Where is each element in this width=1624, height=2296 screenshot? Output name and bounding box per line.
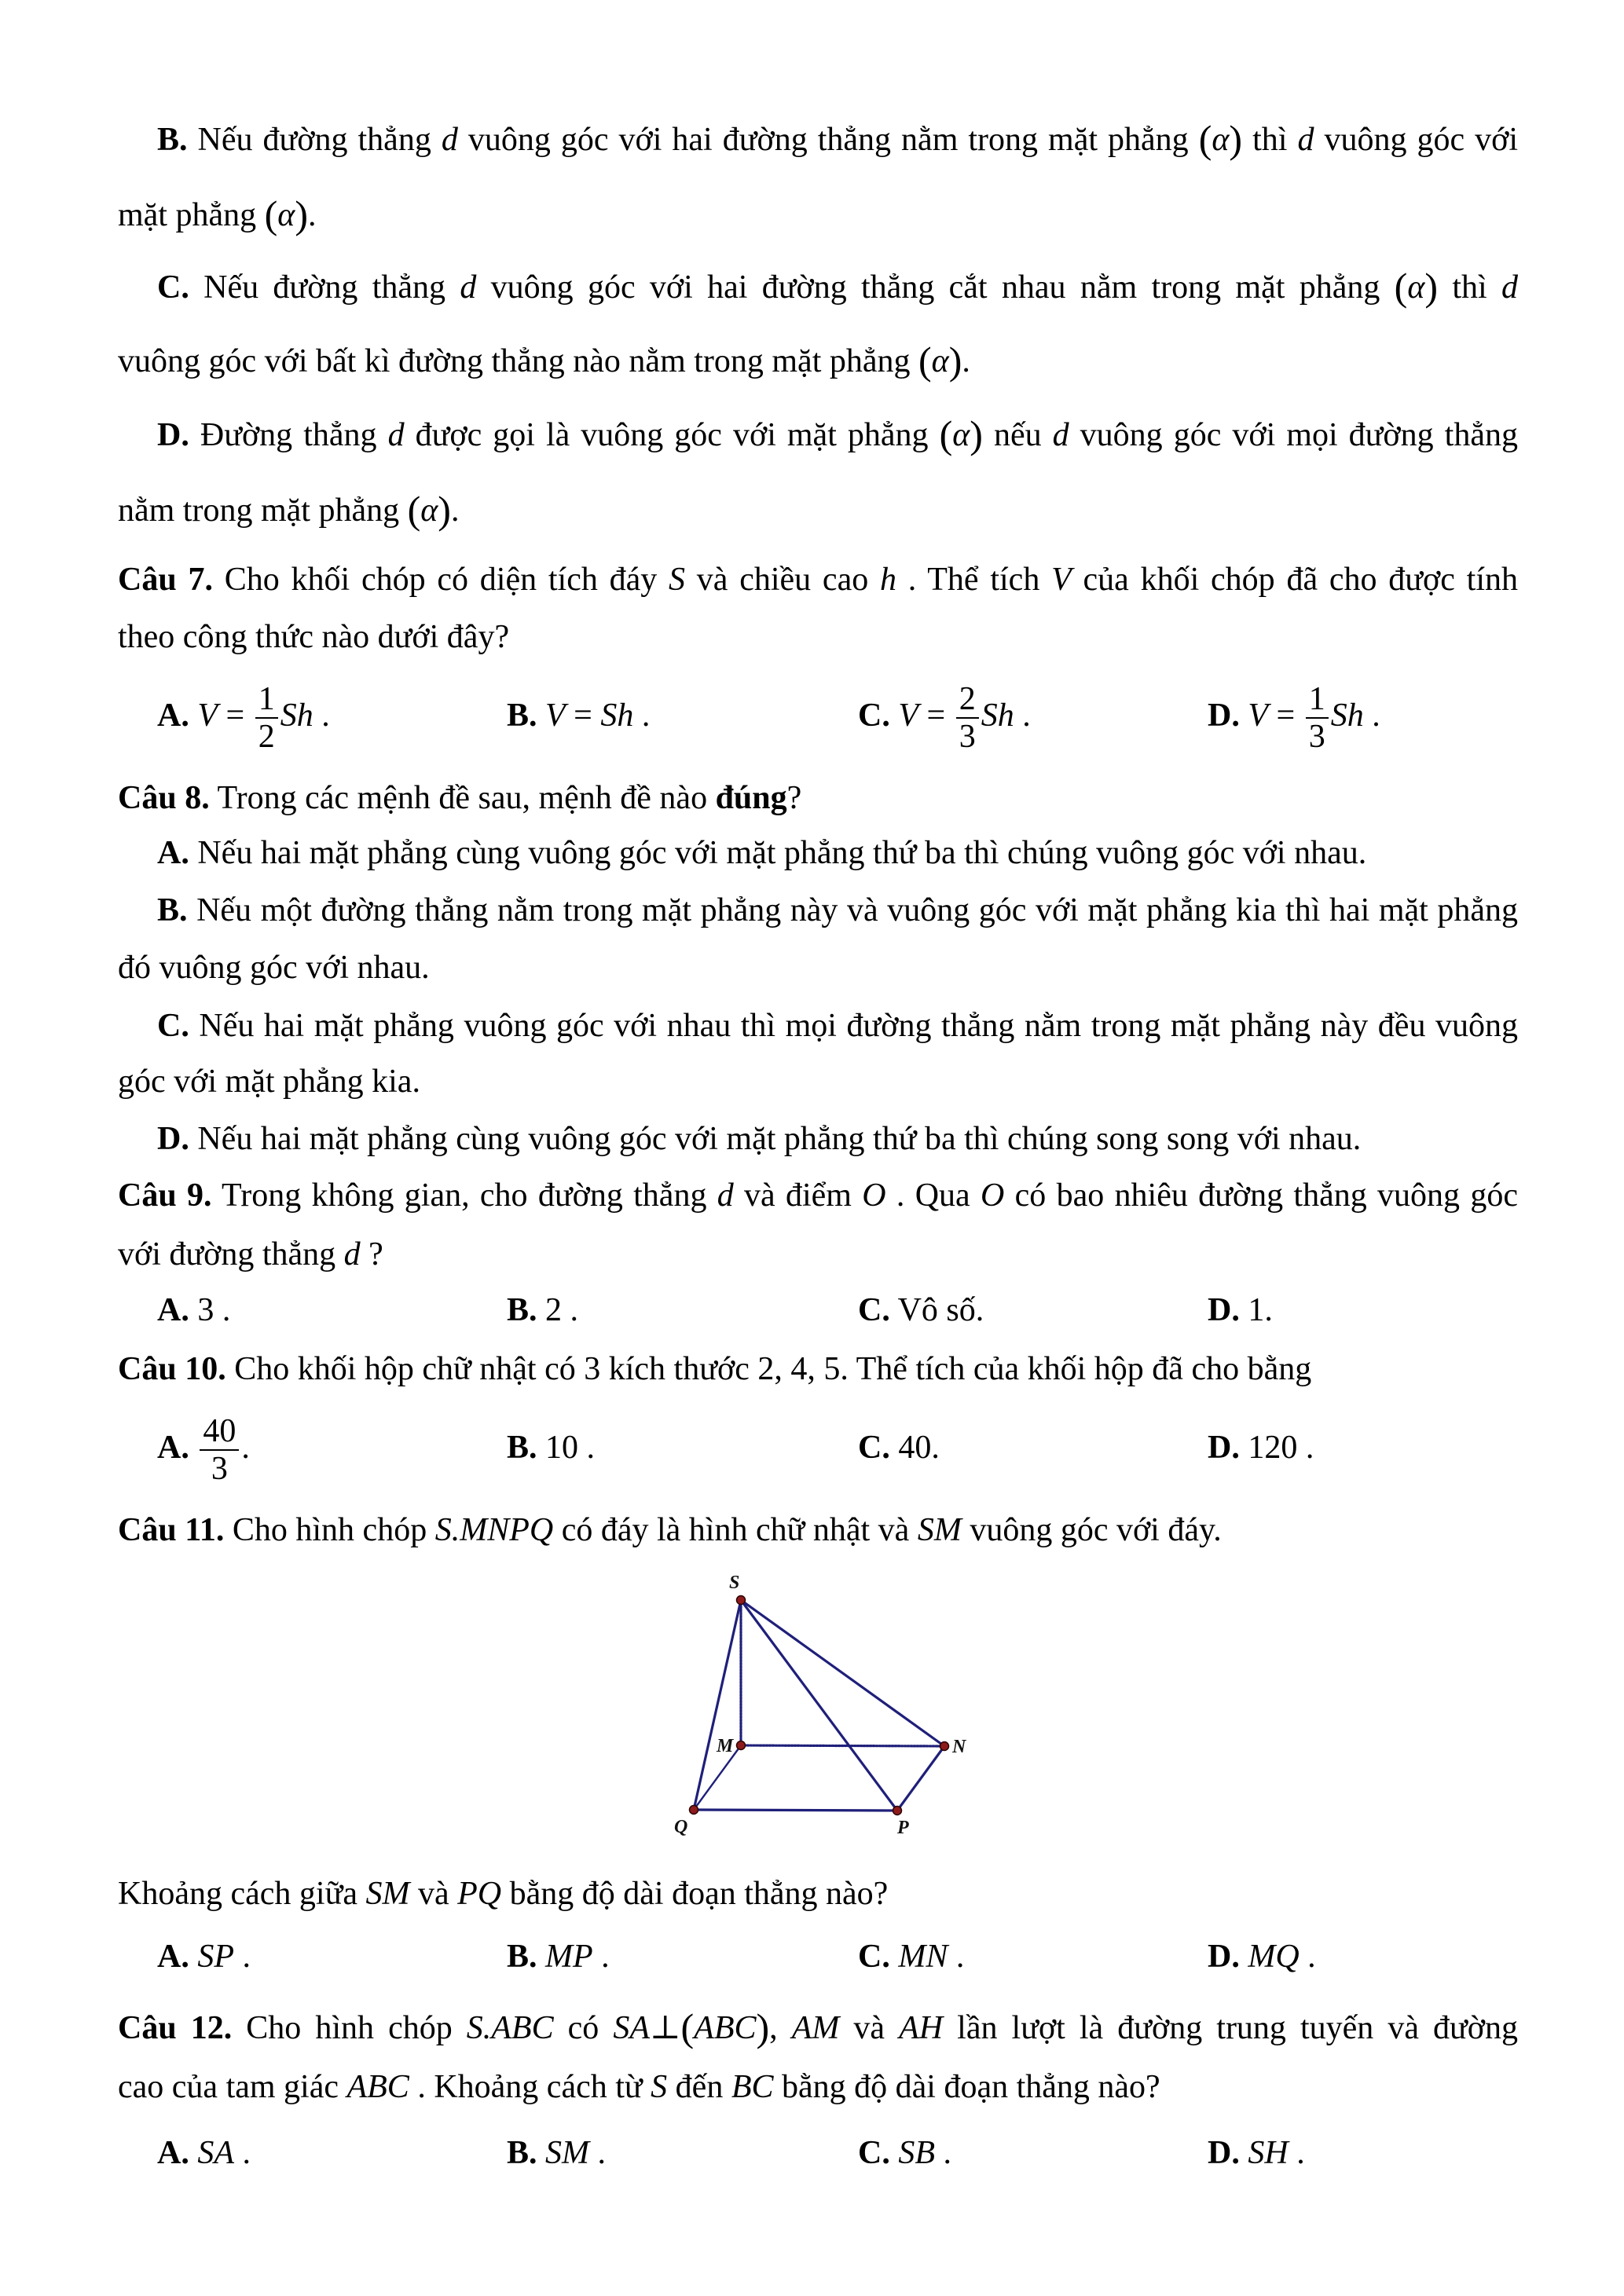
q6-option-d-line2 (118, 487, 459, 534)
math-variable: ABC (346, 2069, 409, 2105)
option-label: C. (858, 698, 890, 734)
edge-qp (694, 1810, 897, 1811)
fraction (956, 681, 979, 756)
math-parenthesized (264, 192, 308, 236)
math-variable: PQ (457, 1876, 502, 1912)
q9-options (0, 1287, 1624, 1334)
q9-stem-line2 (118, 1231, 383, 1278)
option-label: A. (157, 2135, 189, 2171)
math-parenthesized (918, 339, 962, 383)
text-run: và (409, 1876, 458, 1912)
option-label: D. (1208, 1939, 1240, 1975)
text-run: . (633, 698, 651, 734)
q8-option-c-line2 (118, 1058, 420, 1105)
text-run: Cho hình chóp (224, 1512, 435, 1548)
option-b (507, 1424, 595, 1471)
text-run: ? (786, 780, 802, 816)
option-c (858, 1287, 984, 1334)
label-m: M (717, 1736, 734, 1756)
text-run: bằng độ dài đoạn thẳng nào? (773, 2069, 1160, 2105)
bold-text: B. (157, 892, 188, 928)
fraction-denominator: 3 (1308, 719, 1325, 756)
q8-stem (118, 774, 801, 822)
q11-options (0, 1933, 1624, 1980)
math-variable: V (545, 698, 566, 734)
q8-option-c-line1 (157, 1002, 1518, 1049)
option-label: C. (858, 2135, 890, 2171)
math-variable: V (197, 698, 218, 734)
math-variable: MP (545, 1939, 593, 1975)
math-variable: SM (917, 1512, 962, 1548)
text-run: vuông góc với hai đường thẳng nằm trong mặt phẳng (457, 122, 1199, 158)
bold-text: đúng (715, 780, 787, 816)
bold-text: A. (157, 835, 189, 871)
math-parenthesized (939, 412, 983, 456)
math-variable: α (420, 493, 438, 529)
open-paren: ( (680, 2005, 695, 2049)
fraction (255, 681, 278, 756)
text-run: . Thể tích (896, 562, 1052, 598)
math-variable: SA (197, 2135, 234, 2171)
math-variable: S.MNPQ (434, 1512, 554, 1548)
bold-text: D. (157, 417, 189, 453)
math-variable: O (981, 1177, 1005, 1214)
q7-stem-line2 (118, 613, 509, 661)
math-variable: α (931, 343, 949, 379)
open-paren: ( (1198, 117, 1212, 161)
text-run: và điểm (733, 1177, 863, 1214)
text-run: đến (667, 2069, 731, 2105)
text-run: 2 . (545, 1292, 579, 1328)
q8-option-b-line1 (157, 887, 1518, 934)
option-c (858, 1424, 940, 1471)
q6-option-c-line1 (157, 264, 1518, 311)
q6-option-b-line2 (118, 192, 316, 239)
math-variable: V (1051, 562, 1072, 598)
math-variable: α (1212, 122, 1230, 158)
math-variable: SA (613, 2010, 651, 2046)
fraction-denominator: 3 (211, 1451, 228, 1488)
point-m (737, 1741, 746, 1750)
option-label: A. (157, 1292, 189, 1328)
text-run: . (307, 197, 317, 233)
option-d (1208, 1287, 1273, 1334)
text-run: . (313, 698, 330, 734)
bold-text: Câu 8. (118, 780, 210, 816)
text-run: vuông góc với mọi đường thẳng (1069, 417, 1518, 453)
math-variable: S (669, 562, 686, 598)
open-paren: ( (918, 339, 932, 383)
text-run: cao của tam giác (118, 2069, 347, 2105)
text-run: . (1363, 698, 1380, 734)
text-run: lần lượt là đường trung tuyến và đường (943, 2010, 1519, 2046)
text-run: . (589, 2135, 607, 2171)
math-variable: d (1501, 269, 1518, 306)
fraction-denominator: 2 (258, 719, 275, 756)
text-run: có đáy là hình chữ nhật và (553, 1512, 918, 1548)
text-run: . Qua (885, 1177, 981, 1214)
text-run: . (1299, 1939, 1316, 1975)
text-run: Trong các mệnh đề sau, mệnh đề nào (209, 780, 716, 816)
math-variable: ABC (694, 2010, 757, 2046)
text-run: Cho hình chóp (232, 2010, 467, 2046)
text-run: 120 . (1248, 1430, 1314, 1466)
text-run: thì (1242, 122, 1298, 158)
close-paren: ) (756, 2005, 770, 2049)
text-run: . (592, 1939, 610, 1975)
math-variable: d (441, 122, 458, 158)
math-variable: d (1297, 122, 1314, 158)
math-variable: α (1407, 269, 1425, 306)
math-variable: Sh (1330, 698, 1364, 734)
text-run: 40. (898, 1430, 940, 1466)
text-run: có bao nhiêu đường thẳng vuông góc (1004, 1177, 1518, 1214)
fraction-denominator: 3 (959, 719, 976, 756)
fraction (200, 1413, 239, 1488)
option-d (1208, 1933, 1316, 1980)
q7-stem-line1 (118, 556, 1518, 603)
option-a (157, 681, 330, 756)
math-variable: d (717, 1177, 734, 1214)
option-label: B. (507, 1292, 537, 1328)
text-run: mặt phẳng (118, 197, 265, 233)
option-c (858, 681, 1031, 756)
text-run: Đường thẳng (189, 417, 388, 453)
point-q (690, 1806, 698, 1814)
q8-option-b-line2 (118, 944, 430, 991)
text-run: ⊥ (650, 2010, 681, 2046)
bold-text: Câu 12. (118, 2010, 233, 2046)
option-label: A. (157, 1430, 189, 1466)
option-label: C. (858, 1430, 890, 1466)
text-run: Cho khối chóp có diện tích đáy (212, 562, 669, 598)
option-label: D. (1208, 698, 1240, 734)
bold-text: C. (157, 269, 189, 306)
close-paren: ) (1424, 265, 1439, 309)
option-a (157, 1413, 250, 1488)
label-p: P (897, 1818, 909, 1838)
close-paren: ) (438, 488, 451, 532)
pyramid-figure-s-mnpq (660, 1571, 1006, 1862)
option-label: C. (858, 1292, 890, 1328)
text-run: Nếu hai mặt phẳng cùng vuông góc với mặt phẳng thứ ba thì chúng song song với nhau. (189, 1121, 1362, 1157)
option-label: D. (1208, 1430, 1240, 1466)
q8-option-d (157, 1115, 1361, 1163)
label-s: S (729, 1573, 740, 1593)
text-run: Nếu hai mặt phẳng vuông góc với nhau thì mọi đường thẳng nằm trong mặt phẳng này đều vuông (189, 1008, 1518, 1044)
text-run: nằm trong mặt phẳng (118, 493, 408, 529)
bold-text: Câu 9. (118, 1177, 212, 1214)
math-parenthesized (407, 488, 451, 532)
label-q: Q (674, 1817, 688, 1837)
math-variable: AH (899, 2010, 944, 2046)
text-run: = (918, 698, 954, 734)
q9-stem-line1 (118, 1172, 1518, 1219)
math-variable: Sh (600, 698, 634, 734)
math-variable: d (387, 417, 405, 453)
math-variable: O (862, 1177, 886, 1214)
math-parenthesized (680, 2005, 770, 2049)
math-variable: S (651, 2069, 668, 2105)
q11-question (118, 1870, 888, 1917)
text-run: Cho khối hộp chữ nhật có 3 kích thước 2, 4, 5. Thể tích của khối hộp đã cho bằng (225, 1351, 1312, 1387)
text-run: và chiều cao (685, 562, 880, 598)
math-variable: AM (791, 2010, 840, 2046)
math-variable: α (277, 197, 295, 233)
bold-text: Câu 7. (118, 562, 213, 598)
text-run: nếu (982, 417, 1053, 453)
q11-stem (118, 1507, 1222, 1554)
q12-stem-line1 (118, 2005, 1518, 2052)
option-d (1208, 681, 1380, 756)
math-variable: SH (1248, 2135, 1289, 2171)
option-d (1208, 2129, 1305, 2177)
math-variable: V (1248, 698, 1268, 734)
text-run: = (1268, 698, 1303, 734)
option-label: D. (1208, 2135, 1240, 2171)
q10-options (0, 1413, 1624, 1488)
option-label: B. (507, 2135, 537, 2171)
option-c (858, 2129, 951, 2177)
open-paren: ( (407, 488, 421, 532)
text-run: bằng độ dài đoạn thẳng nào? (501, 1876, 889, 1912)
math-parenthesized (1198, 117, 1243, 161)
close-paren: ) (948, 339, 962, 383)
label-n: N (952, 1737, 966, 1757)
text-run: góc với mặt phẳng kia. (118, 1064, 420, 1100)
q6-option-d-line1 (157, 412, 1518, 459)
point-p (893, 1807, 902, 1815)
option-a (157, 1933, 251, 1980)
math-variable: SP (197, 1939, 234, 1975)
text-run: theo công thức nào dưới đây? (118, 619, 510, 655)
text-run: = (565, 698, 601, 734)
fraction (1306, 681, 1329, 756)
math-variable: SM (365, 1876, 410, 1912)
text-run: Vô số. (897, 1292, 984, 1328)
bold-text: C. (157, 1008, 189, 1044)
bold-text: D. (157, 1121, 189, 1157)
text-run: Nếu hai mặt phẳng cùng vuông góc với mặt phẳng thứ ba thì chúng vuông góc với nhau. (189, 835, 1367, 871)
q8-option-a (157, 829, 1366, 877)
fraction-numerator: 1 (1306, 683, 1329, 719)
text-run: vuông góc với hai đường thẳng cắt nhau nằm trong mặt phẳng (476, 269, 1395, 306)
option-b (507, 692, 650, 739)
text-run: vuông góc với (1314, 122, 1519, 158)
q6-option-b-line1 (157, 116, 1518, 163)
q12-options (0, 2129, 1624, 2177)
text-run: Nếu đường thẳng (189, 269, 460, 306)
option-b (507, 2129, 606, 2177)
text-run: 3 . (197, 1292, 231, 1328)
math-variable: Sh (280, 698, 313, 734)
option-a (157, 2129, 251, 2177)
text-run: thì (1438, 269, 1501, 306)
edge-sp (741, 1600, 897, 1811)
text-run: 10 . (545, 1430, 596, 1466)
text-run: . (948, 1939, 965, 1975)
option-a (157, 1287, 230, 1334)
math-variable: d (1052, 417, 1069, 453)
text-run: . (234, 1939, 251, 1975)
q12-stem-line2 (118, 2063, 1160, 2111)
close-paren: ) (1229, 117, 1243, 161)
text-run: . (234, 2135, 251, 2171)
bold-text: Câu 10. (118, 1351, 226, 1387)
text-run: của khối chóp đã cho được tính (1071, 562, 1518, 598)
text-run: . (935, 2135, 951, 2171)
q10-stem (118, 1346, 1311, 1393)
math-variable: SM (545, 2135, 590, 2171)
open-paren: ( (264, 192, 278, 236)
text-run: vuông góc với bất kì đường thẳng nào nằm trong mặt phẳng (118, 343, 919, 379)
math-parenthesized (1394, 265, 1439, 309)
close-paren: ) (970, 412, 983, 456)
math-variable: MQ (1248, 1939, 1300, 1975)
text-run: . (962, 343, 970, 379)
text-run: . (241, 1430, 250, 1466)
edge-sn (741, 1600, 944, 1746)
text-run: Nếu đường thẳng (187, 122, 442, 158)
option-label: B. (507, 698, 537, 734)
math-variable: BC (731, 2069, 774, 2105)
open-paren: ( (1394, 265, 1408, 309)
text-run: được gọi là vuông góc với mặt phẳng (404, 417, 940, 453)
text-run: đó vuông góc với nhau. (118, 950, 430, 986)
close-paren: ) (295, 192, 308, 236)
option-c (858, 1933, 964, 1980)
text-run: với đường thẳng (118, 1236, 344, 1273)
option-b (507, 1933, 610, 1980)
option-label: A. (157, 1939, 189, 1975)
option-label: C. (858, 1939, 890, 1975)
text-run: có (553, 2010, 614, 2046)
text-run: . Khoảng cách từ (409, 2069, 651, 2105)
point-n (940, 1742, 949, 1751)
text-run: . (450, 493, 460, 529)
text-run: ? (360, 1236, 383, 1273)
bold-text: Câu 11. (118, 1512, 225, 1548)
text-run: vuông góc với đáy. (961, 1512, 1222, 1548)
math-variable: α (952, 417, 970, 453)
open-paren: ( (939, 412, 953, 456)
math-variable: MN (898, 1939, 948, 1975)
point-s (737, 1596, 746, 1605)
math-variable: d (343, 1236, 361, 1273)
text-run: . (1014, 698, 1031, 734)
fraction-numerator: 2 (956, 683, 979, 719)
text-run: , (769, 2010, 792, 2046)
text-run: Trong không gian, cho đường thẳng (211, 1177, 717, 1214)
fraction-numerator: 1 (255, 683, 278, 719)
text-run: 1. (1248, 1292, 1273, 1328)
bold-text: B. (157, 122, 188, 158)
math-variable: h (880, 562, 896, 598)
q7-options (0, 681, 1624, 756)
option-label: D. (1208, 1292, 1240, 1328)
option-label: A. (157, 698, 189, 734)
option-d (1208, 1424, 1314, 1471)
text-run: và (839, 2010, 900, 2046)
math-variable: S.ABC (466, 2010, 554, 2046)
text-run: = (218, 698, 253, 734)
option-label: B. (507, 1939, 537, 1975)
text-run: Nếu một đường thẳng nằm trong mặt phẳng này và vuông góc với mặt phẳng kia thì hai mặt phẳng (187, 892, 1518, 928)
math-variable: SB (898, 2135, 935, 2171)
option-b (507, 1287, 578, 1334)
math-variable: Sh (981, 698, 1014, 734)
edge-mn (741, 1745, 944, 1746)
math-variable: d (460, 269, 477, 306)
q6-option-c-line2 (118, 338, 970, 385)
edge-pn (897, 1746, 944, 1811)
text-run: Khoảng cách giữa (118, 1876, 366, 1912)
math-variable: V (898, 698, 918, 734)
option-label: B. (507, 1430, 537, 1466)
fraction-numerator: 40 (200, 1415, 239, 1451)
text-run: . (1288, 2135, 1305, 2171)
